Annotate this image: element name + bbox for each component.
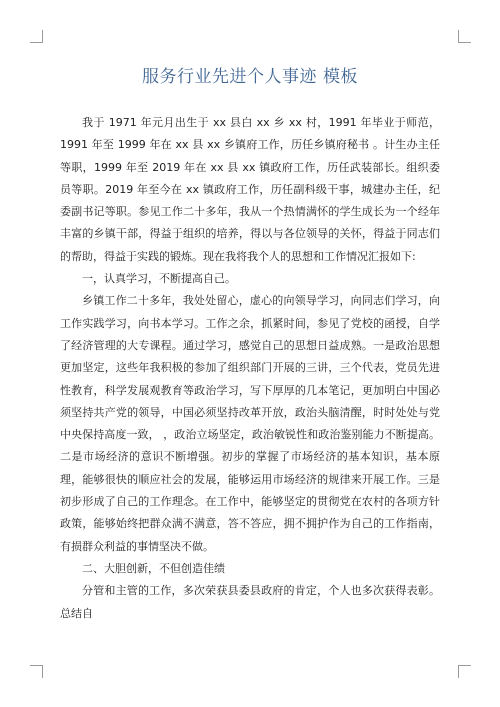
crop-mark-bottom-right [458, 665, 471, 678]
document-title: 服务行业先进个人事迹 模板 [142, 67, 358, 87]
section-heading-1: 一，认真学习，不断提高自己。 [82, 272, 236, 286]
crop-mark-top-right [458, 30, 471, 43]
paragraph-innovation: 分管和主管的工作，多次荣获县委县政府的肯定，个人也多次获得表彰。总结自 [60, 584, 440, 620]
crop-mark-bottom-left [30, 665, 43, 678]
paragraph-study: 乡镇工作二十多年，我处处留心，虚心的向领导学习，向同志们学习，向工作实践学习，向书本学习。工作之余，抓紧时间，参见了党校的函授，自学了经济管理的大专课程。通过学习，感觉自己的思想日益成熟。一是政治思想更加坚定，这些年我积极的参加了组织部门开展的三讲，三个代表，党员先进性教育，科学发展观教育等政治学习，写下厚厚的几本笔记，更加明白中国必须坚持共产党的领导，中国必须坚持改革开放，政治头脑清醒，时时处处与党中央保持高度一致， ，政治立场坚定，政治敏锐性和政治鉴别能力不断提高。二是市场经济的意识不断增强。初步的掌握了市场经济的基本知识，基本原理，能够很快的顺应社会的发展，能够运用市场经济的规律来开展工作。三是初步形成了自己的工作理念。在工作中，能够坚定的贯彻党在农村的各项方针政策，能够始终把群众满不满意，答不答应，拥不拥护作为自己的工作指南，有损群众利益的事情坚决不做。 [60, 294, 440, 553]
crop-mark-top-left [30, 30, 43, 43]
document-body [60, 112, 440, 625]
paragraph-intro: 我于 1971 年元月出生于 xx 县白 xx 乡 xx 村，1991 年毕业于师范，1991 年至 1999 年在 xx 县 xx 乡镇府工作，历任乡镇府秘书 。计生办主任等职，1999 年至 2019 年在 xx 县 xx 镇政府工作，历任武装部长。组织委员等职。2019 年至今在 xx 镇政府工作，历任副科级干事，城建办主任，纪委副书记等职。参见工作二十多年，我从一个热情满怀的学生成长为一个经年丰富的乡镇干部，得益于组织的培养，得以与各位领导的关怀，得益于同志们的帮助，得益于实践的锻炼。现在我将我个人的思想和工作情况汇报如下: [60, 116, 440, 263]
section-heading-2: 二、大胆创新，不但创造佳绩 [82, 561, 225, 575]
